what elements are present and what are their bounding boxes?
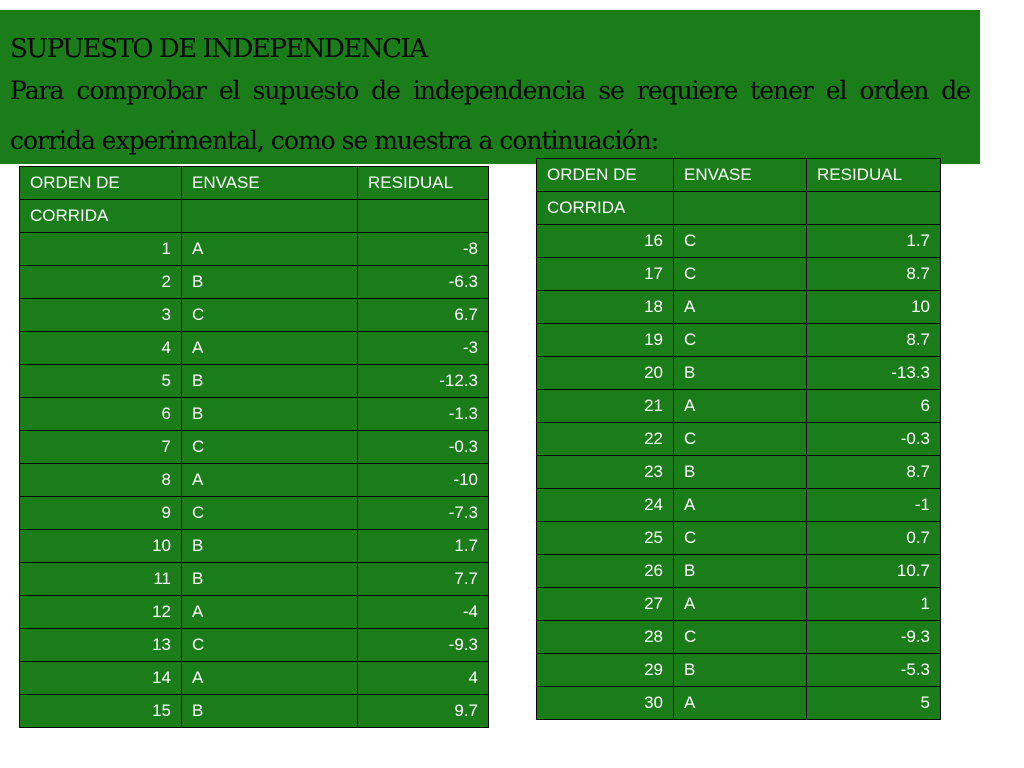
cell-residual: -4 — [358, 596, 489, 629]
cell-orden: 24 — [537, 489, 674, 522]
table-row — [537, 423, 941, 456]
table-row — [537, 357, 941, 390]
cell-residual: 1.7 — [358, 530, 489, 563]
table-header-row — [537, 159, 941, 192]
cell-envase: B — [182, 530, 358, 563]
cell-residual: 5 — [807, 687, 941, 720]
cell-envase: C — [674, 324, 807, 357]
banner-text — [10, 32, 970, 166]
slide-subtitle: Para comprobar el supuesto de independencia se requiere tener el orden de corrida experimental, como se muestra a continuación: — [10, 76, 970, 155]
header-orden-line1: ORDEN DE — [537, 159, 674, 192]
header-empty-cell — [358, 200, 489, 233]
cell-orden: 19 — [537, 324, 674, 357]
header-envase: ENVASE — [674, 159, 807, 192]
header-empty-cell — [807, 192, 941, 225]
cell-envase: C — [674, 423, 807, 456]
header-orden-line2: CORRIDA — [537, 192, 674, 225]
cell-orden: 29 — [537, 654, 674, 687]
header-orden-line1: ORDEN DE — [20, 167, 182, 200]
cell-orden: 25 — [537, 522, 674, 555]
cell-residual: -7.3 — [358, 497, 489, 530]
table-row — [537, 324, 941, 357]
cell-envase: C — [182, 497, 358, 530]
table-row — [20, 431, 489, 464]
table-row — [20, 365, 489, 398]
table-row — [20, 695, 489, 728]
cell-residual: 9.7 — [358, 695, 489, 728]
table-row — [537, 258, 941, 291]
cell-orden: 5 — [20, 365, 182, 398]
cell-envase: A — [182, 662, 358, 695]
cell-residual: 8.7 — [807, 324, 941, 357]
cell-envase: C — [182, 431, 358, 464]
cell-orden: 3 — [20, 299, 182, 332]
cell-envase: B — [674, 654, 807, 687]
table-row — [537, 225, 941, 258]
cell-residual: -0.3 — [358, 431, 489, 464]
cell-orden: 2 — [20, 266, 182, 299]
header-empty-cell — [674, 192, 807, 225]
header-residual: RESIDUAL — [358, 167, 489, 200]
header-envase: ENVASE — [182, 167, 358, 200]
cell-orden: 18 — [537, 291, 674, 324]
table-row — [537, 456, 941, 489]
header-orden-line2: CORRIDA — [20, 200, 182, 233]
cell-envase: C — [674, 225, 807, 258]
cell-residual: 10.7 — [807, 555, 941, 588]
cell-residual: 7.7 — [358, 563, 489, 596]
cell-envase: C — [674, 258, 807, 291]
cell-residual: -3 — [358, 332, 489, 365]
cell-envase: C — [674, 621, 807, 654]
cell-orden: 21 — [537, 390, 674, 423]
cell-orden: 27 — [537, 588, 674, 621]
cell-envase: A — [674, 489, 807, 522]
table-row — [20, 266, 489, 299]
cell-orden: 28 — [537, 621, 674, 654]
table-row — [20, 563, 489, 596]
cell-envase: B — [182, 266, 358, 299]
table-row — [537, 654, 941, 687]
slide-title: SUPUESTO DE INDEPENDENCIA — [10, 34, 427, 64]
cell-orden: 17 — [537, 258, 674, 291]
table-row — [20, 596, 489, 629]
cell-residual: -10 — [358, 464, 489, 497]
cell-residual: -13.3 — [807, 357, 941, 390]
table-row — [537, 522, 941, 555]
cell-residual: 0.7 — [807, 522, 941, 555]
cell-envase: A — [182, 233, 358, 266]
cell-orden: 9 — [20, 497, 182, 530]
cell-envase: A — [182, 464, 358, 497]
cell-orden: 16 — [537, 225, 674, 258]
table-row — [20, 629, 489, 662]
table-row — [20, 497, 489, 530]
cell-envase: B — [182, 365, 358, 398]
cell-envase: A — [674, 687, 807, 720]
title-banner — [0, 10, 980, 164]
table-row — [20, 299, 489, 332]
cell-residual: 6.7 — [358, 299, 489, 332]
cell-residual: -0.3 — [807, 423, 941, 456]
cell-envase: A — [182, 596, 358, 629]
cell-residual: 8.7 — [807, 258, 941, 291]
cell-residual: -8 — [358, 233, 489, 266]
cell-orden: 14 — [20, 662, 182, 695]
cell-orden: 15 — [20, 695, 182, 728]
cell-envase: B — [182, 563, 358, 596]
table-row — [20, 398, 489, 431]
cell-envase: A — [182, 332, 358, 365]
cell-orden: 22 — [537, 423, 674, 456]
cell-orden: 8 — [20, 464, 182, 497]
table-row — [20, 233, 489, 266]
residuals-table-left — [19, 166, 489, 728]
cell-envase: A — [674, 291, 807, 324]
table-row — [537, 588, 941, 621]
table-row — [20, 662, 489, 695]
table-row — [20, 332, 489, 365]
table-row — [537, 687, 941, 720]
table-row — [537, 489, 941, 522]
cell-envase: A — [674, 588, 807, 621]
cell-residual: -12.3 — [358, 365, 489, 398]
cell-residual: 4 — [358, 662, 489, 695]
table-row — [537, 621, 941, 654]
cell-orden: 12 — [20, 596, 182, 629]
table-header-row — [20, 167, 489, 200]
cell-residual: 10 — [807, 291, 941, 324]
cell-residual: -1.3 — [358, 398, 489, 431]
header-residual: RESIDUAL — [807, 159, 941, 192]
cell-orden: 30 — [537, 687, 674, 720]
cell-orden: 23 — [537, 456, 674, 489]
cell-orden: 4 — [20, 332, 182, 365]
cell-envase: C — [182, 299, 358, 332]
cell-envase: C — [182, 629, 358, 662]
cell-envase: B — [674, 456, 807, 489]
cell-envase: B — [674, 357, 807, 390]
cell-residual: 1 — [807, 588, 941, 621]
cell-orden: 1 — [20, 233, 182, 266]
cell-residual: -6.3 — [358, 266, 489, 299]
cell-envase: B — [674, 555, 807, 588]
residuals-table-right — [536, 158, 941, 720]
cell-residual: -1 — [807, 489, 941, 522]
cell-residual: -9.3 — [358, 629, 489, 662]
cell-orden: 26 — [537, 555, 674, 588]
cell-envase: B — [182, 398, 358, 431]
table-row — [537, 291, 941, 324]
table-row — [20, 530, 489, 563]
table-header-row — [20, 200, 489, 233]
table-row — [537, 555, 941, 588]
cell-envase: B — [182, 695, 358, 728]
cell-orden: 6 — [20, 398, 182, 431]
cell-residual: 8.7 — [807, 456, 941, 489]
header-empty-cell — [182, 200, 358, 233]
table-header-row — [537, 192, 941, 225]
cell-residual: -9.3 — [807, 621, 941, 654]
cell-orden: 7 — [20, 431, 182, 464]
cell-residual: 1.7 — [807, 225, 941, 258]
cell-envase: A — [674, 390, 807, 423]
table-row — [537, 390, 941, 423]
cell-orden: 10 — [20, 530, 182, 563]
cell-residual: -5.3 — [807, 654, 941, 687]
cell-orden: 20 — [537, 357, 674, 390]
cell-envase: C — [674, 522, 807, 555]
cell-orden: 13 — [20, 629, 182, 662]
cell-orden: 11 — [20, 563, 182, 596]
cell-residual: 6 — [807, 390, 941, 423]
table-row — [20, 464, 489, 497]
